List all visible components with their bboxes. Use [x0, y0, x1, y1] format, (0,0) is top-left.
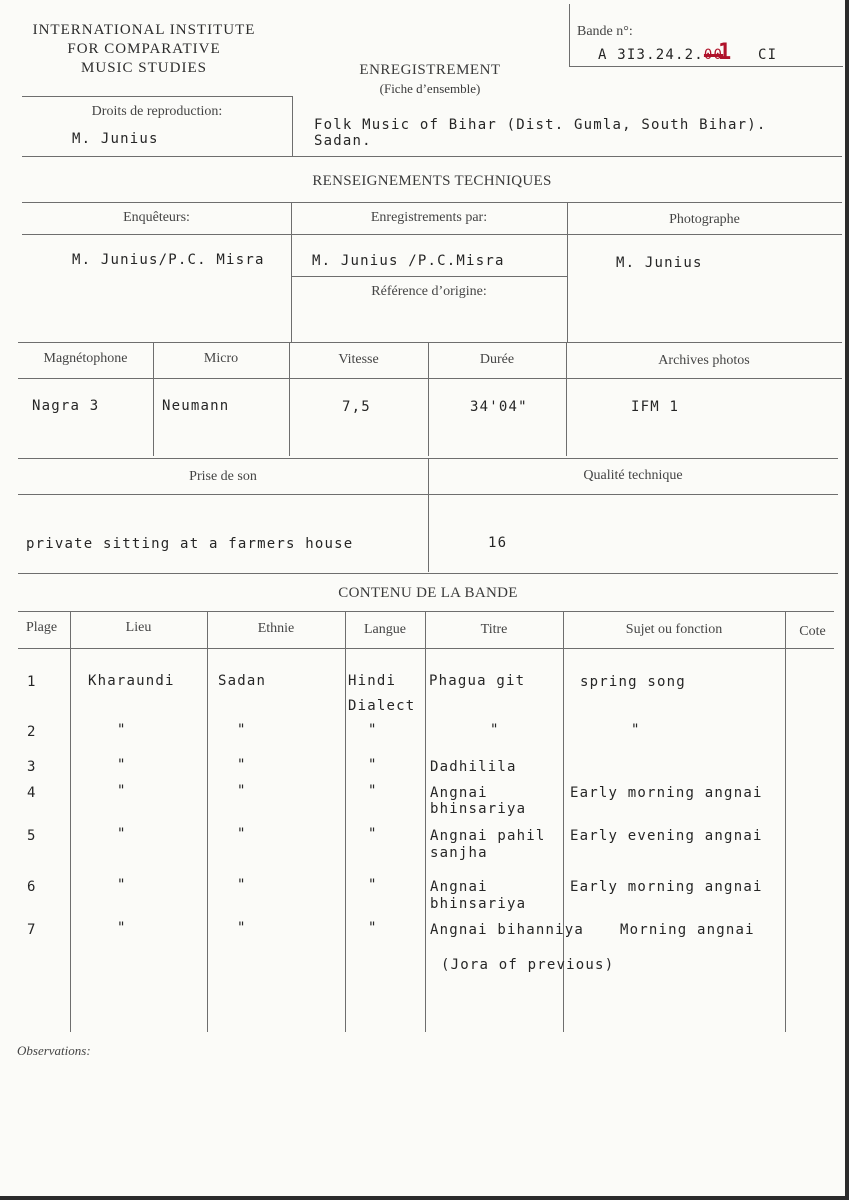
row-plage: 6 [27, 879, 37, 895]
row-sujet: spring song [580, 674, 686, 690]
row-titre: Angnai [430, 879, 488, 895]
col-div-ethnie [345, 611, 346, 1032]
row-lieu: " [117, 920, 127, 936]
bande-number-prefix: A 3I3.24.2. [598, 47, 704, 63]
vitesse-value: 7,5 [342, 399, 371, 415]
duree-label: Durée [479, 352, 515, 367]
col-div-plage [70, 611, 71, 1032]
row-langue: " [368, 757, 378, 773]
archives-label: Archives photos [658, 353, 750, 368]
bande-box-left-rule [569, 4, 570, 66]
observations-label: Observations: [17, 1043, 91, 1058]
prise-label-rule [18, 494, 838, 495]
prise-bottom-rule [18, 573, 838, 574]
row-langue: " [368, 826, 378, 842]
rights-top-rule [22, 96, 292, 97]
row-titre-line-2: bhinsariya [430, 801, 527, 817]
row-ethnie: " [237, 826, 247, 842]
row-plage: 5 [27, 828, 37, 844]
form-title: ENREGISTREMENT [359, 62, 501, 78]
row-titre: Phagua git [429, 673, 526, 689]
institute-name [22, 21, 266, 78]
row-titre-line-2: bhinsariya [430, 896, 527, 912]
contents-header-rule [18, 648, 834, 649]
prise-label: Prise de son [189, 469, 257, 484]
col-header-langue: Langue [364, 622, 406, 637]
row-sujet: " [631, 722, 641, 738]
institute-line-1: INTERNATIONAL INSTITUTE [32, 22, 256, 38]
col-header-plage: Plage [26, 620, 58, 635]
row-ethnie: " [237, 783, 247, 799]
description-line-1: Folk Music of Bihar (Dist. Gumla, South Bihar). [314, 117, 767, 133]
rights-bottom-rule [22, 156, 842, 157]
form-subtitle: (Fiche d’ensemble) [379, 81, 481, 96]
row-lieu: " [117, 783, 127, 799]
col-div-langue [425, 611, 426, 1032]
photographe-value: M. Junius [616, 255, 703, 271]
row-plage: 4 [27, 785, 37, 801]
prise-value: private sitting at a farmers house [26, 536, 354, 552]
rights-right-rule [292, 96, 293, 156]
photographe-label: Photographe [669, 212, 740, 227]
enq-label-rule [22, 234, 842, 235]
col-header-cote: Cote [799, 624, 826, 639]
row-lieu: " [117, 722, 127, 738]
contents-heading: CONTENU DE LA BANDE [338, 585, 518, 601]
row-titre: Angnai pahil [430, 828, 546, 844]
enqueteurs-value: M. Junius/P.C. Misra [72, 252, 265, 268]
description-line-2: Sadan. [314, 133, 372, 149]
row-titre: Dadhilila [430, 759, 517, 775]
col-header-sujet: Sujet ou fonction [625, 622, 723, 637]
equipment-label-rule [18, 378, 842, 379]
row-sujet: Early evening angnai [570, 828, 763, 844]
col-header-ethnie: Ethnie [257, 621, 295, 636]
row-langue: " [368, 920, 378, 936]
row-plage: 2 [27, 724, 37, 740]
row-titre: Angnai [430, 785, 488, 801]
row-langue: " [368, 877, 378, 893]
row-ethnie: " [237, 722, 247, 738]
rights-value: M. Junius [72, 131, 159, 147]
reference-rule [291, 276, 567, 277]
row-langue: " [368, 722, 378, 738]
row-sujet: Early morning angnai [570, 785, 763, 801]
row-ethnie: " [237, 920, 247, 936]
row-plage: 1 [27, 674, 37, 690]
contents-top-rule [18, 611, 834, 612]
row-lieu: " [117, 826, 127, 842]
row-plage: 3 [27, 759, 37, 775]
row-sujet: Morning angnai [620, 922, 755, 938]
row-sujet: Early morning angnai [570, 879, 763, 895]
archives-value: IFM 1 [631, 399, 680, 415]
micro-label: Micro [203, 351, 239, 366]
contents-note: (Jora of previous) [441, 957, 615, 973]
qualite-label: Qualité technique [583, 468, 683, 483]
col-div-lieu [207, 611, 208, 1032]
institute-line-2: FOR COMPARATIVE [67, 41, 221, 57]
bande-number-struck: 00 [703, 47, 724, 63]
rights-label: Droits de reproduction: [91, 104, 223, 119]
qualite-value: 16 [488, 535, 508, 551]
row-ethnie: Sadan [218, 673, 267, 689]
row-plage: 7 [27, 922, 37, 938]
bande-box-bottom-rule [569, 66, 843, 67]
bande-number-correction: 1 [718, 40, 733, 65]
row-ethnie: " [237, 757, 247, 773]
institute-line-3: MUSIC STUDIES [81, 60, 207, 76]
row-langue-line-2: Dialect [348, 698, 416, 714]
col-header-lieu: Lieu [125, 620, 152, 635]
row-lieu: " [117, 757, 127, 773]
row-langue: " [368, 783, 378, 799]
col-div-sujet [785, 611, 786, 1032]
enregistrements-label: Enregistrements par: [370, 210, 488, 225]
row-lieu: Kharaundi [88, 673, 175, 689]
row-titre-line-2: sanjha [430, 845, 488, 861]
enqueteurs-label: Enquêteurs: [123, 210, 190, 225]
row-ethnie: " [237, 877, 247, 893]
col-header-titre: Titre [480, 622, 508, 637]
technical-top-rule [22, 202, 842, 203]
bande-number [598, 47, 723, 63]
enregistrements-value: M. Junius /P.C.Misra [312, 253, 505, 269]
duree-value: 34'04" [470, 399, 528, 415]
equipment-top-rule [18, 342, 842, 343]
reference-label: Référence d’origine: [371, 284, 487, 299]
row-titre: " [490, 722, 500, 738]
bande-number-suffix: CI [758, 47, 778, 63]
vitesse-label: Vitesse [338, 352, 379, 367]
bande-label: Bande n°: [577, 24, 633, 39]
micro-value: Neumann [162, 398, 230, 414]
row-lieu: " [117, 877, 127, 893]
magnetophone-value: Nagra 3 [32, 398, 100, 414]
row-langue: Hindi [348, 673, 397, 689]
technical-heading: RENSEIGNEMENTS TECHNIQUES [312, 173, 552, 189]
magnetophone-label: Magnétophone [43, 351, 128, 366]
row-titre: Angnai bihanniya [430, 922, 585, 938]
